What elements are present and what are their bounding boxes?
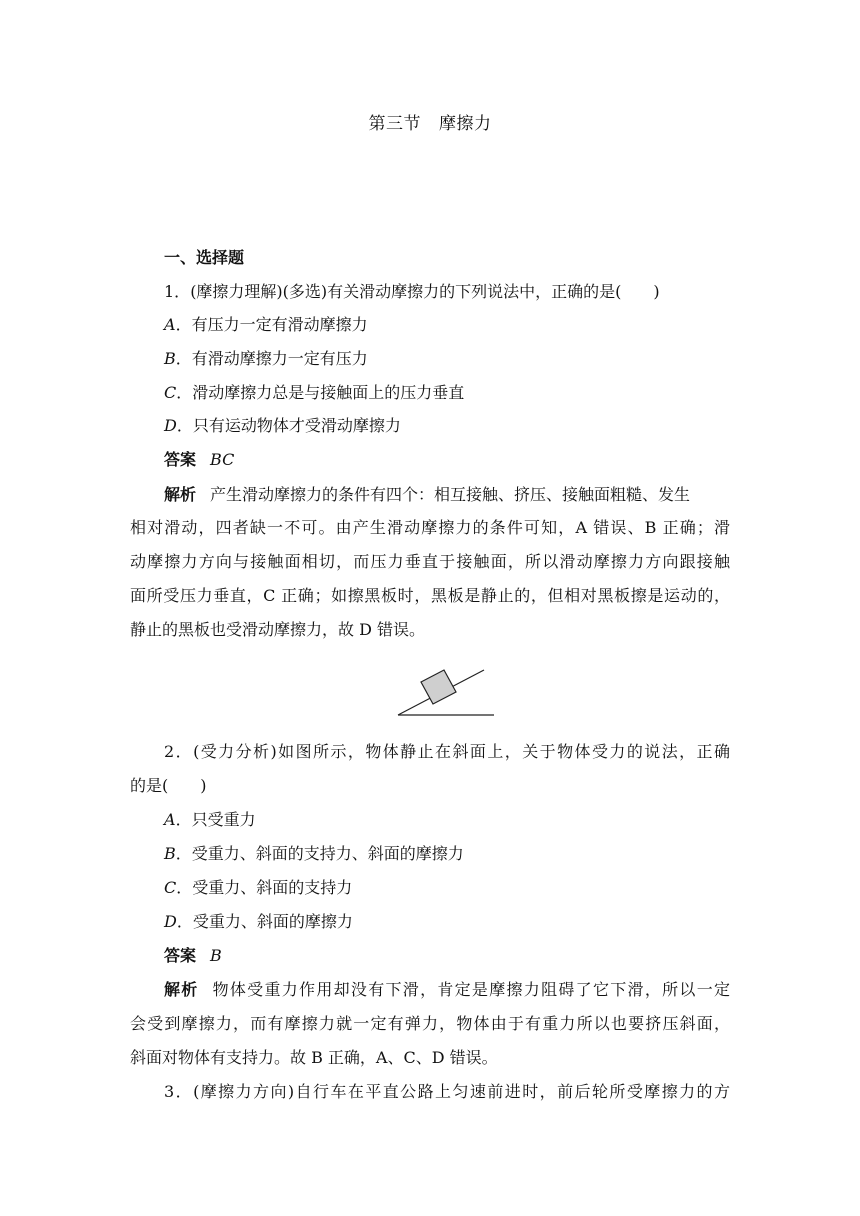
q2-option-b: B．受重力、斜面的支持力、斜面的摩擦力 bbox=[164, 844, 464, 863]
q2-option-d: D．受重力、斜面的摩擦力 bbox=[164, 912, 353, 931]
incline-figure bbox=[395, 662, 505, 720]
question-number: 3． bbox=[164, 1082, 194, 1101]
page-title bbox=[0, 109, 860, 134]
q2-analysis-line-1: 解析 物体受重力作用却没有下滑，肯定是摩擦力阻碍了它下滑，所以一定 bbox=[164, 980, 730, 999]
question-1-stem: 1．(摩擦力理解)(多选)有关滑动摩擦力的下列说法中，正确的是( ) bbox=[164, 282, 660, 301]
q1-answer: 答案 BC bbox=[164, 450, 235, 469]
q1-analysis-line-3: 动摩擦力方向与接触面相切，而压力垂直于接触面，所以滑动摩擦力方向跟接触 bbox=[130, 552, 730, 571]
question-number: 2． bbox=[164, 742, 194, 761]
question-2-stem-line-2: 的是( ) bbox=[130, 776, 207, 795]
q1-option-a: A．有压力一定有滑动摩擦力 bbox=[164, 315, 368, 334]
q1-option-d: D．只有运动物体才受滑动摩擦力 bbox=[164, 416, 401, 435]
q1-analysis-line-2: 相对滑动，四者缺一不可。由产生滑动摩擦力的条件可知，A 错误、B 正确；滑 bbox=[130, 518, 730, 537]
section-number: 第三节 bbox=[368, 114, 421, 134]
question-3-stem: 3．(摩擦力方向)自行车在平直公路上匀速前进时，前后轮所受摩擦力的方 bbox=[164, 1082, 730, 1101]
section-heading: 一、选择题 bbox=[164, 248, 245, 267]
section-topic: 摩擦力 bbox=[439, 114, 492, 134]
question-2-stem-line-1: 2．(受力分析)如图所示，物体静止在斜面上，关于物体受力的说法，正确 bbox=[164, 742, 730, 761]
q2-analysis-line-3: 斜面对物体有支持力。故 B 正确，A、C、D 错误。 bbox=[130, 1048, 498, 1067]
q2-option-a: A．只受重力 bbox=[164, 810, 256, 829]
q1-option-b: B．有滑动摩擦力一定有压力 bbox=[164, 349, 368, 368]
block-shape bbox=[421, 670, 456, 704]
q2-answer: 答案 B bbox=[164, 946, 222, 965]
q1-analysis-line-1: 解析 产生滑动摩擦力的条件有四个：相互接触、挤压、接触面粗糙、发生 bbox=[164, 485, 691, 504]
q1-analysis-line-4: 面所受压力垂直，C 正确；如擦黑板时，黑板是静止的，但相对黑板擦是运动的， bbox=[130, 586, 730, 605]
q1-option-c: C．滑动摩擦力总是与接触面上的压力垂直 bbox=[164, 383, 465, 402]
question-number: 1． bbox=[164, 282, 191, 301]
q2-option-c: C．受重力、斜面的支持力 bbox=[164, 878, 353, 897]
q2-analysis-line-2: 会受到摩擦力，而有摩擦力就一定有弹力，物体由于有重力所以也要挤压斜面， bbox=[130, 1014, 730, 1033]
q1-analysis-line-5: 静止的黑板也受滑动摩擦力，故 D 错误。 bbox=[130, 620, 426, 639]
